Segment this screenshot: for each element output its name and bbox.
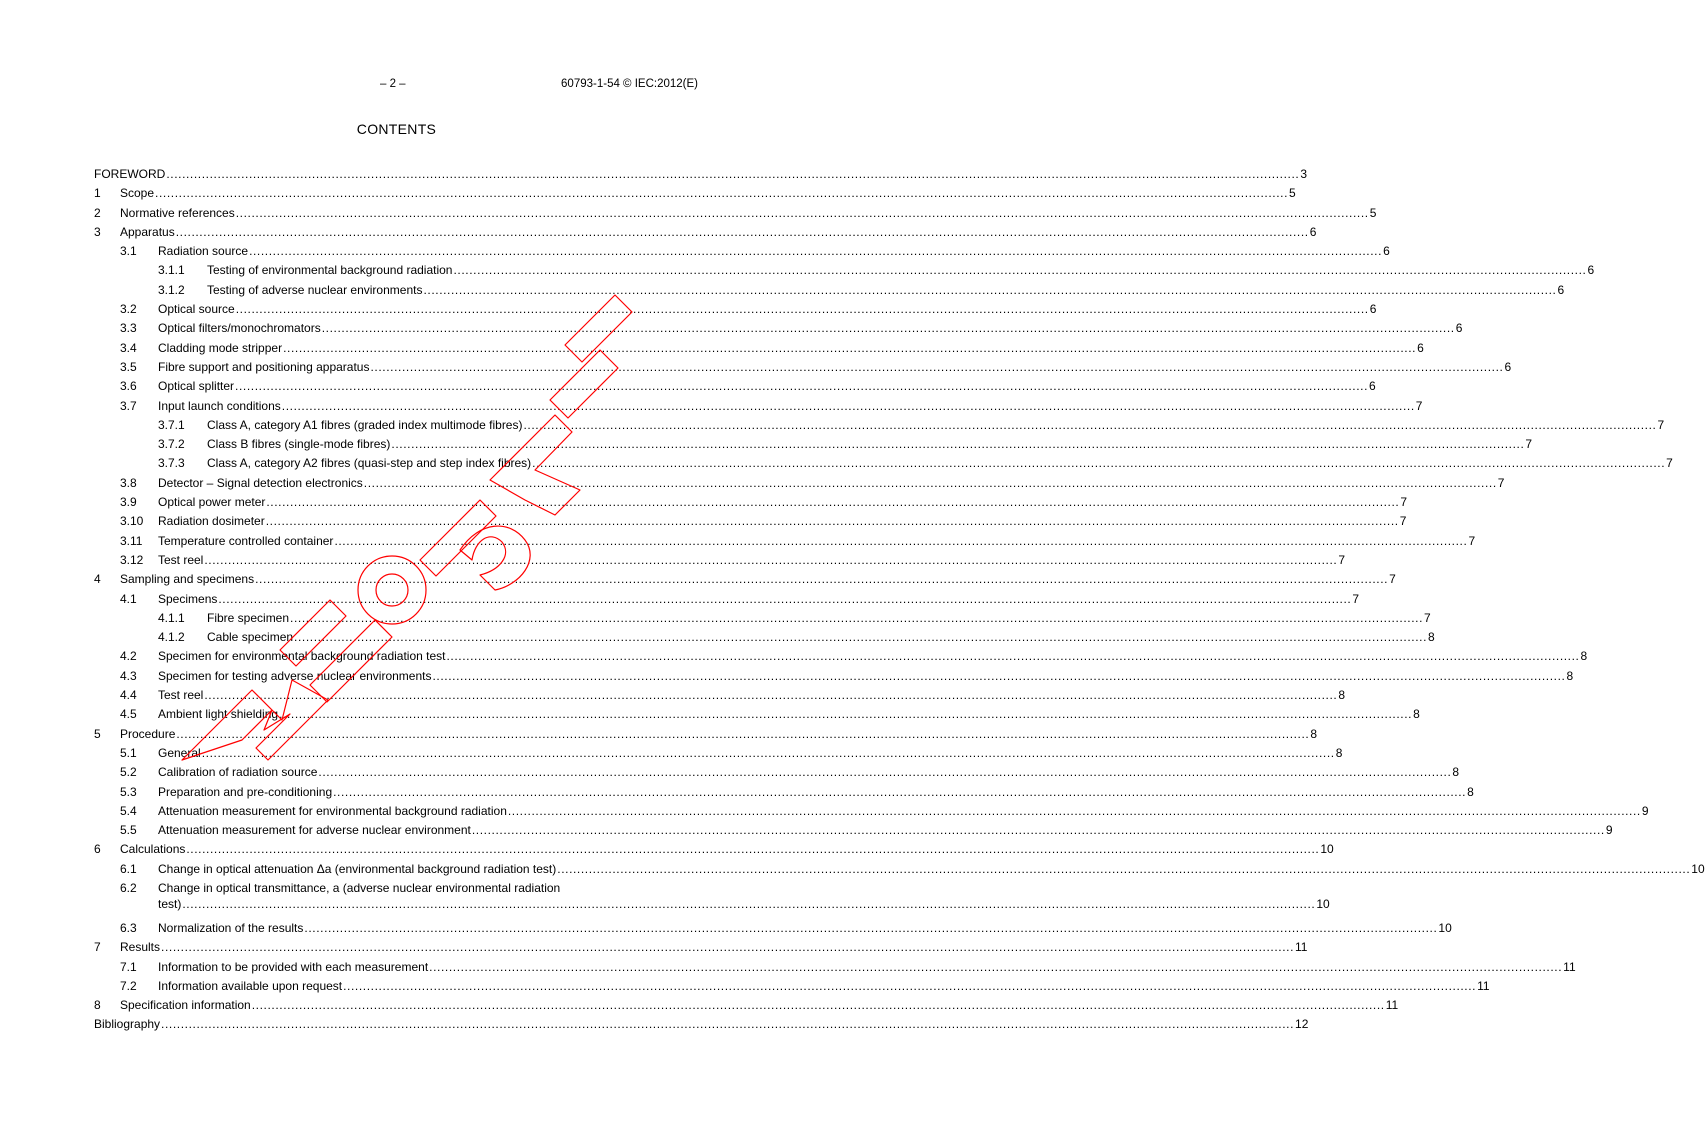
toc-entry-number: 6.3 [120, 920, 137, 935]
dot-leader [364, 475, 1497, 491]
toc-entry-number: 7.1 [120, 959, 137, 974]
toc-entry-title: Cable specimen [207, 630, 294, 645]
toc-entry[interactable] [94, 880, 1330, 920]
toc-entry[interactable] [94, 803, 1649, 822]
toc-entry-title: Specimen for environmental background radiation test [158, 649, 446, 664]
toc-entry-title: Specimens [158, 591, 218, 606]
toc-entry-page: 11 [1563, 959, 1576, 974]
toc-entry[interactable] [94, 475, 1505, 494]
toc-entry-title: Fibre specimen [207, 610, 290, 625]
toc-entry-title: Test reel [158, 688, 204, 703]
toc-entry-page: 10 [1320, 842, 1334, 857]
dot-leader [304, 920, 1437, 936]
toc-entry-page: 7 [1666, 456, 1673, 471]
dot-leader [282, 398, 1415, 414]
toc-entry-number: 3.1 [120, 244, 137, 259]
toc-entry[interactable] [94, 378, 1376, 397]
dot-leader [204, 687, 1337, 703]
toc-entry-page: 8 [1335, 745, 1343, 760]
toc-entry[interactable] [94, 784, 1474, 803]
toc-entry-number: 8 [94, 998, 101, 1013]
dot-leader [447, 648, 1580, 664]
toc-entry-page: 7 [1468, 533, 1476, 548]
toc-entry-page: 12 [1295, 1017, 1309, 1032]
toc-entry-number: 4.3 [120, 668, 137, 683]
toc-entry-page: 11 [1477, 978, 1490, 993]
toc-entry-page: 7 [1389, 572, 1396, 587]
dot-leader [532, 455, 1665, 471]
dot-leader [252, 997, 1385, 1013]
toc-entry-number: 3.11 [120, 533, 143, 548]
toc-entry-page: 5 [1369, 205, 1377, 220]
toc-entry-page: 7 [1657, 417, 1665, 432]
dot-leader [334, 533, 1467, 549]
dot-leader [249, 243, 1382, 259]
toc-entry-page: 3 [1300, 167, 1308, 181]
toc-entry-number: 3.7.3 [158, 456, 185, 471]
dot-leader [557, 861, 1690, 877]
dot-leader [161, 939, 1294, 955]
toc-entry-page: 10 [1316, 896, 1330, 911]
toc-entry[interactable] [94, 436, 1533, 455]
toc-entry[interactable] [94, 726, 1318, 745]
toc-entry-page: 7 [1338, 552, 1346, 567]
toc-entry-title: Scope [120, 186, 155, 201]
dot-leader [266, 513, 1399, 529]
toc-entry-title: Calculations [120, 842, 186, 857]
toc-entry-title: Temperature controlled container [158, 533, 334, 548]
dot-leader [235, 378, 1368, 394]
dot-leader [176, 224, 1309, 240]
dot-leader [343, 978, 1476, 994]
toc-entry-title: Detector – Signal detection electronics [158, 475, 363, 490]
toc-entry-title: General [158, 745, 201, 760]
dot-leader [182, 896, 1315, 912]
toc-entry[interactable] [94, 205, 1377, 224]
dot-leader [166, 166, 1299, 182]
toc-entry[interactable] [94, 978, 1490, 997]
toc-entry-number: 3.8 [120, 475, 137, 490]
toc-entry-number: 4.1.1 [158, 610, 185, 625]
toc-entry-number: 3.7.2 [158, 437, 185, 452]
toc-entry-number: 5.1 [120, 745, 137, 760]
toc-entry-title: Change in optical attenuation Δa (environmental background radiation test) [158, 861, 557, 876]
toc-entry-page: 7 [1399, 514, 1407, 529]
toc-entry-number: 5.4 [120, 803, 137, 818]
dot-leader [266, 494, 1399, 510]
toc-entry-page: 10 [1438, 920, 1452, 935]
toc-entry[interactable] [94, 822, 1613, 841]
toc-entry-page: 7 [1497, 475, 1505, 490]
toc-entry-number: 4 [94, 572, 101, 587]
dot-leader [236, 205, 1369, 221]
toc-entry-page: 6 [1369, 379, 1376, 394]
toc-entry-title: Change in optical transmittance, a (adverse nuclear environmental radiation [158, 880, 561, 895]
dot-leader [472, 822, 1605, 838]
toc-entry[interactable] [94, 571, 1396, 590]
toc-entry-number: 3.9 [120, 495, 137, 510]
dot-leader [429, 959, 1562, 975]
toc-entry-title: Test reel [158, 552, 204, 567]
toc-entry[interactable] [94, 939, 1308, 958]
toc-entry-title: Apparatus [120, 224, 175, 239]
toc-entry-page: 8 [1452, 765, 1460, 780]
document-reference: 60793-1-54 © IEC:2012(E) [561, 78, 698, 90]
toc-entry-title: Preparation and pre-conditioning [158, 784, 333, 799]
contents-title: CONTENTS [356, 121, 437, 137]
dot-leader [370, 359, 1503, 375]
toc-entry-number: 7 [94, 940, 101, 955]
toc-entry-page: 6 [1455, 321, 1463, 336]
toc-entry[interactable] [94, 282, 1565, 301]
dot-leader [236, 301, 1369, 317]
toc-entry-title: Testing of adverse nuclear environments [207, 282, 423, 297]
toc-entry-number: 6.2 [120, 880, 137, 895]
dot-leader [186, 841, 1319, 857]
toc-entry-title: Optical filters/monochromators [158, 321, 321, 336]
toc-entry[interactable] [94, 610, 1431, 629]
toc-entry-title: Class B fibres (single-mode fibres) [207, 437, 391, 452]
toc-entry-title-continued: test) [158, 896, 182, 911]
dot-leader [204, 552, 1337, 568]
dot-leader [432, 668, 1565, 684]
toc-entry-page: 11 [1385, 998, 1399, 1013]
toc-entry[interactable] [94, 262, 1595, 281]
dot-leader [523, 417, 1656, 433]
toc-entry[interactable] [94, 224, 1317, 243]
toc-entry-title: Optical power meter [158, 495, 266, 510]
toc-entry-page: 11 [1295, 940, 1308, 955]
toc-entry-number: 4.4 [120, 688, 137, 703]
toc-entry-number: 3.1.2 [158, 282, 185, 297]
toc-entry-number: 3 [94, 224, 101, 239]
toc-entry-number: 4.5 [120, 707, 137, 722]
toc-entry-title: Fibre support and positioning apparatus [158, 359, 370, 374]
dot-leader [453, 262, 1586, 278]
dot-leader [161, 1016, 1294, 1032]
toc-entry-page: 9 [1605, 823, 1613, 838]
dot-leader [333, 784, 1466, 800]
toc-entry-number: 5.3 [120, 784, 137, 799]
dot-leader [318, 764, 1451, 780]
page-number: – 2 – [380, 78, 406, 90]
toc-entry-page: 6 [1587, 263, 1595, 278]
toc-entry-page: 6 [1309, 224, 1317, 239]
toc-entry-title: Attenuation measurement for environmental background radiation [158, 803, 507, 818]
toc-entry-title: Radiation source [158, 244, 249, 259]
toc-entry-number: 2 [94, 205, 101, 220]
toc-entry-title: Class A, category A2 fibres (quasi-step and step index fibres) [207, 456, 532, 471]
toc-entry-page: 8 [1580, 649, 1588, 664]
toc-entry-page: 5 [1289, 186, 1296, 201]
toc-entry-number: 4.2 [120, 649, 137, 664]
toc-entry[interactable] [94, 417, 1665, 436]
toc-entry[interactable] [94, 513, 1407, 532]
toc-entry-title: Normalization of the results [158, 920, 304, 935]
toc-entry[interactable] [94, 398, 1423, 417]
toc-entry[interactable] [94, 166, 1308, 185]
toc-entry-page: 10 [1691, 861, 1705, 876]
toc-entry[interactable] [94, 301, 1377, 320]
dot-leader [283, 340, 1416, 356]
dot-leader [255, 571, 1388, 587]
toc-entry-number: 3.1.1 [158, 263, 185, 278]
dot-leader [508, 803, 1641, 819]
toc-entry[interactable] [94, 552, 1346, 571]
toc-entry[interactable] [94, 455, 1673, 474]
toc-entry-title: Information to be provided with each measurement [158, 959, 429, 974]
toc-entry-number: 4.1.2 [158, 630, 185, 645]
toc-entry[interactable] [94, 764, 1460, 783]
toc-entry-page: 8 [1428, 630, 1435, 645]
dot-leader [294, 629, 1427, 645]
toc-entry-number: 1 [94, 186, 101, 201]
toc-entry-page: 8 [1413, 707, 1420, 722]
toc-entry[interactable] [94, 243, 1390, 262]
toc-entry-page: 7 [1352, 591, 1360, 606]
toc-entry-page: 6 [1383, 244, 1390, 259]
dot-leader [391, 436, 1524, 452]
toc-entry-page: 8 [1310, 726, 1318, 741]
toc-entry[interactable] [94, 533, 1476, 552]
toc-entry-title: Bibliography [94, 1017, 161, 1032]
toc-entry-number: 5.2 [120, 765, 137, 780]
toc-entry-page: 7 [1415, 398, 1423, 413]
dot-leader [279, 706, 1412, 722]
dot-leader [218, 591, 1351, 607]
toc-entry-page: 7 [1400, 495, 1408, 510]
toc-entry-title: Specimen for testing adverse nuclear environments [158, 668, 432, 683]
toc-entry-number: 7.2 [120, 978, 137, 993]
toc-entry-number: 3.12 [120, 552, 144, 567]
toc-entry-title: Class A, category A1 fibres (graded index multimode fibres) [207, 417, 523, 432]
toc-entry-number: 3.7.1 [158, 417, 185, 432]
dot-leader [202, 745, 1335, 761]
toc-entry[interactable] [94, 320, 1463, 339]
toc-entry-page: 8 [1467, 784, 1474, 799]
toc-entry-title: Radiation dosimeter [158, 514, 265, 529]
toc-entry-page: 6 [1557, 282, 1565, 297]
toc-entry-number: 5.5 [120, 823, 137, 838]
dot-leader [322, 320, 1455, 336]
toc-entry[interactable] [94, 1016, 1309, 1035]
toc-entry-title: Input launch conditions [158, 398, 281, 413]
toc-entry[interactable] [94, 861, 1705, 880]
toc-entry-number: 3.3 [120, 321, 137, 336]
toc-entry-title: Normative references [120, 205, 235, 220]
toc-entry-number: 3.5 [120, 359, 137, 374]
toc-entry-number: 3.7 [120, 398, 137, 413]
toc-entry-title: Information available upon request [158, 978, 343, 993]
toc-entry-number: 3.4 [120, 340, 137, 355]
toc-entry-number: 5 [94, 726, 101, 741]
toc-entry-title: Specification information [120, 998, 251, 1013]
toc-entry[interactable] [94, 920, 1452, 939]
toc-entry-title: FOREWORD [94, 167, 166, 181]
toc-entry-page: 8 [1338, 688, 1346, 703]
toc-entry[interactable] [94, 841, 1334, 860]
toc-entry-number: 6 [94, 842, 101, 857]
toc-entry[interactable] [94, 959, 1576, 978]
toc-entry-page: 6 [1369, 302, 1377, 317]
toc-entry[interactable] [94, 745, 1343, 764]
toc-entry-title: Cladding mode stripper [158, 340, 283, 355]
toc-entry-title: Ambient light shielding [158, 707, 279, 722]
toc-entry-title: Optical splitter [158, 379, 235, 394]
toc-entry-number: 6.1 [120, 861, 137, 876]
toc-entry[interactable] [94, 359, 1512, 378]
toc-entry-title: Sampling and specimens [120, 572, 255, 587]
toc-entry-number: 3.6 [120, 379, 137, 394]
table-of-contents [94, 166, 1705, 1036]
toc-entry[interactable] [94, 668, 1574, 687]
toc-entry[interactable] [94, 591, 1360, 610]
toc-entry[interactable] [94, 997, 1399, 1016]
toc-entry-title: Optical source [158, 302, 235, 317]
toc-entry[interactable] [94, 648, 1588, 667]
toc-entry-page: 6 [1417, 340, 1424, 355]
toc-entry-title: Results [120, 940, 161, 955]
dot-leader [423, 282, 1556, 298]
dot-leader [155, 185, 1288, 201]
toc-entry[interactable] [94, 494, 1408, 513]
toc-entry[interactable] [94, 687, 1346, 706]
toc-entry-page: 8 [1566, 668, 1574, 683]
toc-entry-number: 3.2 [120, 302, 137, 317]
toc-entry[interactable] [94, 340, 1424, 359]
toc-entry-number: 4.1 [120, 591, 137, 606]
toc-entry-title: Attenuation measurement for adverse nuclear environment [158, 823, 471, 838]
toc-entry-page: 9 [1641, 803, 1649, 818]
toc-entry-page: 6 [1504, 359, 1512, 374]
toc-entry-page: 7 [1424, 610, 1431, 625]
toc-entry-title: Testing of environmental background radiation [207, 263, 453, 278]
toc-entry-title: Procedure [120, 726, 176, 741]
toc-entry-number: 3.10 [120, 514, 144, 529]
toc-entry[interactable] [94, 706, 1420, 725]
toc-entry-page: 7 [1525, 437, 1533, 452]
toc-entry-title: Calibration of radiation source [158, 765, 318, 780]
toc-entry[interactable] [94, 629, 1435, 648]
dot-leader [290, 610, 1423, 626]
dot-leader [176, 726, 1309, 742]
toc-entry[interactable] [94, 185, 1296, 204]
